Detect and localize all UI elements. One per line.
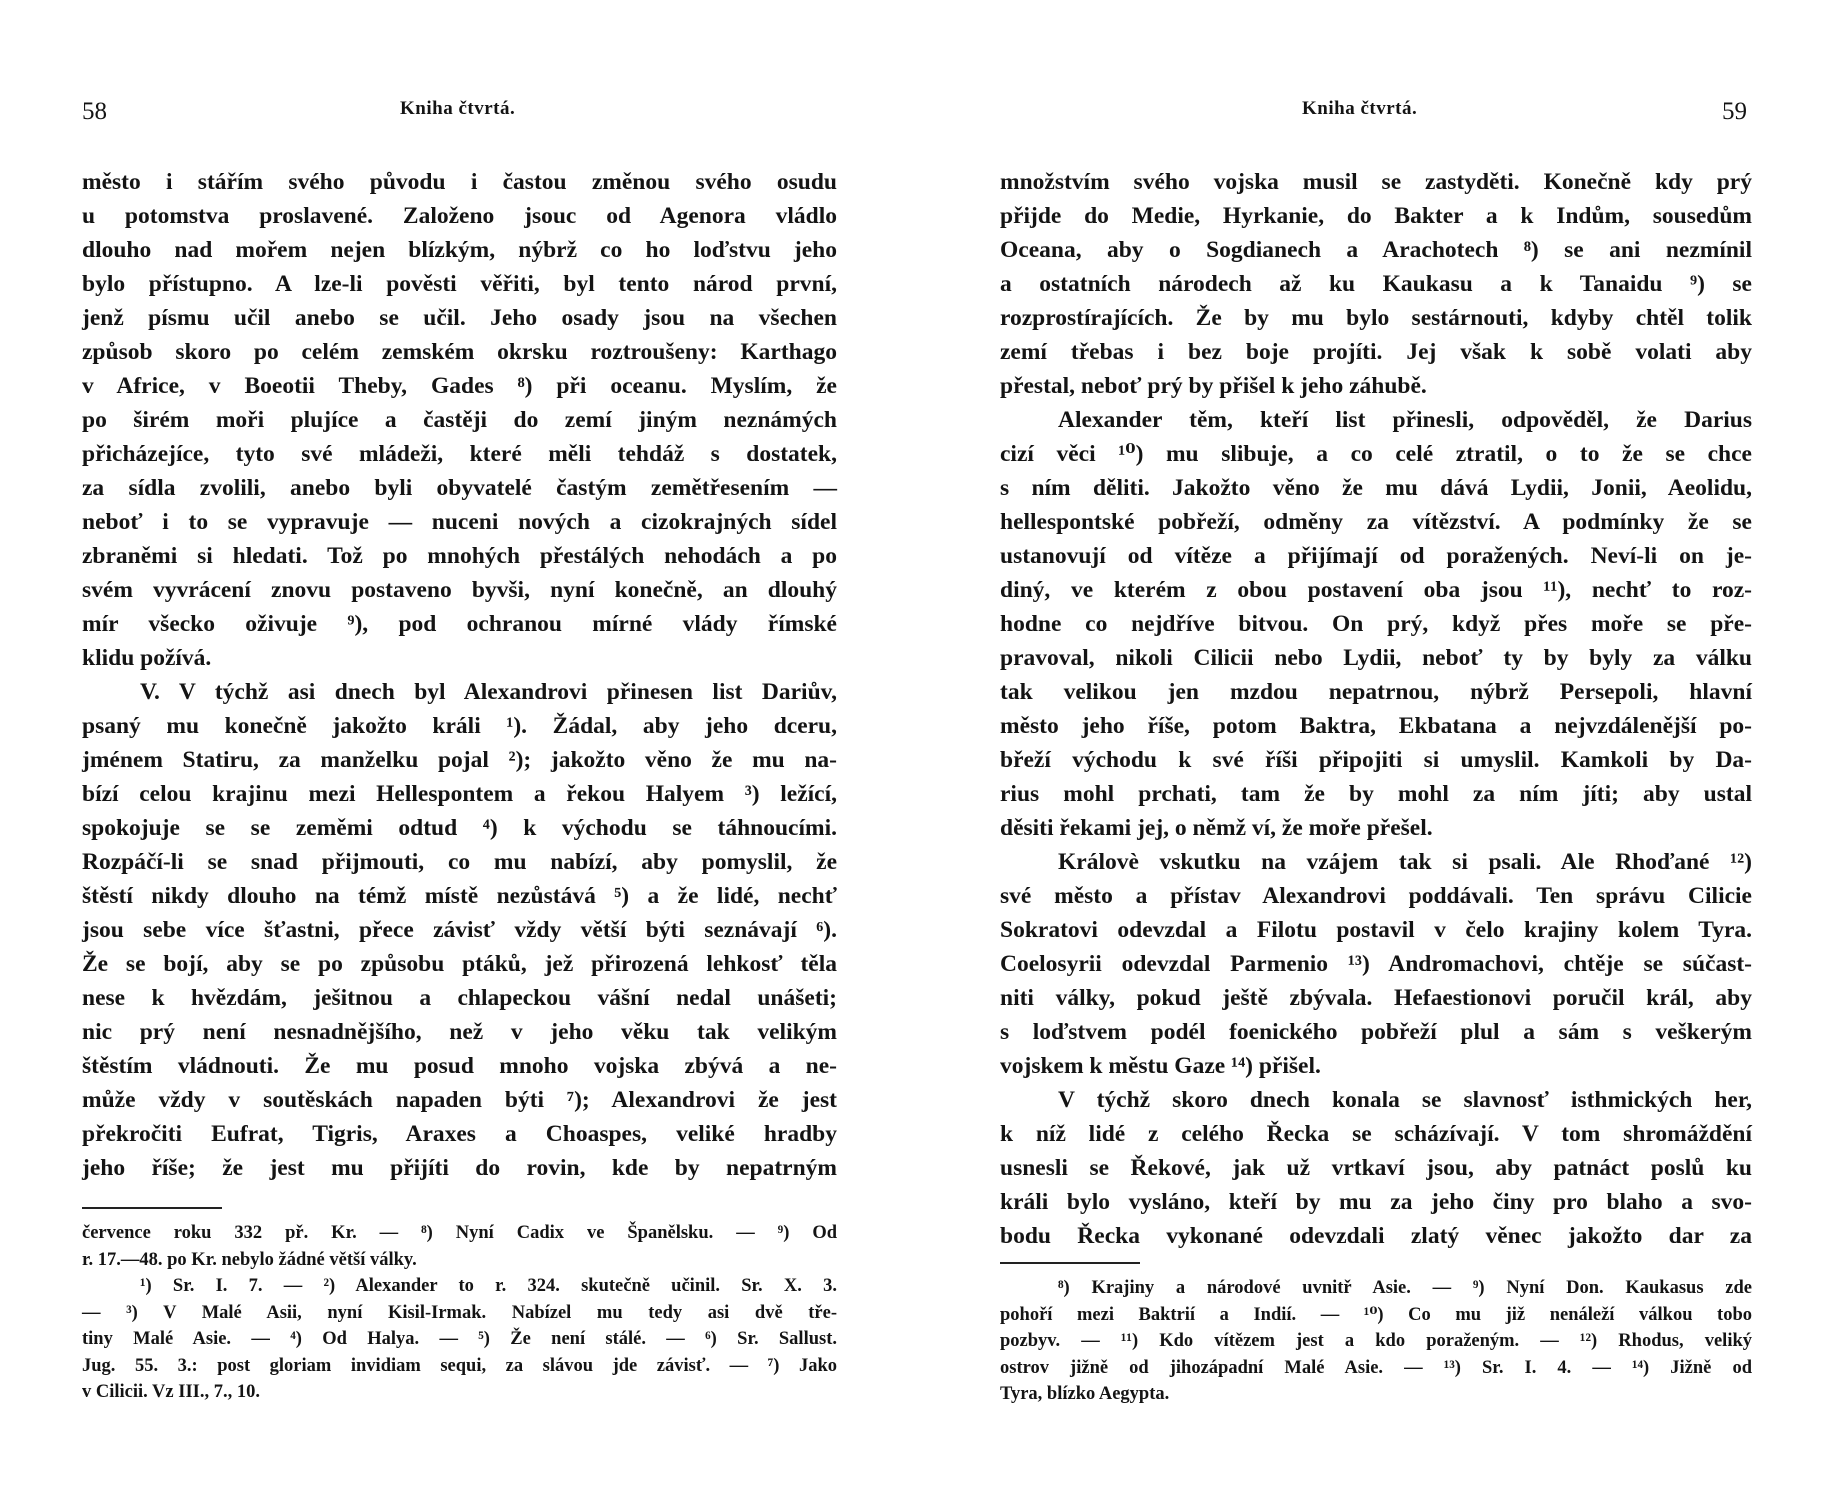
text-line: mír všecko oživuje ⁹), pod ochranou mírné vlády římské	[82, 611, 837, 637]
text-line: niti války, pokud ještě zbývala. Hefaestionovi poručil král, aby	[1000, 985, 1752, 1011]
text-line: klidu požívá.	[82, 645, 212, 671]
text-line: město jeho říše, potom Baktra, Ekbatana a nejvzdálenější po-	[1000, 713, 1752, 739]
text-line: Že se bojí, aby se po způsobu ptáků, jež přirozená lehkosť těla	[82, 951, 837, 977]
text-line: jeho říše; že jest mu přijíti do rovin, kde by nepatrným	[82, 1155, 837, 1181]
footnote-line: ⁸) Krajiny a národové uvnitř Asie. — ⁹) Nyní Don. Kaukasus zde	[1058, 1278, 1752, 1298]
text-line: za sídla zvolili, anebo byli obyvatelé častým zemětřesením —	[82, 475, 837, 501]
body-text	[1000, 165, 1752, 1253]
footnote-rule	[82, 1207, 222, 1209]
text-line: k níž lidé z celého Řecka se scházívají. V tom shromáždění	[1000, 1121, 1752, 1147]
text-line: svém vyvrácení znovu postaveno byvši, nyní konečně, an dlouhý	[82, 577, 837, 603]
text-line: způsob skoro po celém zemském okrsku roztroušeny: Karthago	[82, 339, 837, 365]
text-line: bízí celou krajinu mezi Hellespontem a řekou Halyem ³) ležící,	[82, 781, 837, 807]
right-page	[1000, 0, 1752, 1500]
text-line: Coelosyrii odevzdal Parmenio ¹³) Andromachovi, chtěje se súčast-	[1000, 951, 1752, 977]
footnote-line: Tyra, blízko Aegypta.	[1000, 1384, 1170, 1404]
footnote-line: tiny Malé Asie. — ⁴) Od Halya. — ⁵) Že není stálé. — ⁶) Sr. Sallust.	[82, 1329, 837, 1349]
text-line: V týchž skoro dnech konala se slavnosť isthmických her,	[1058, 1087, 1752, 1113]
text-line: může vždy v soutěskách napaden býti ⁷); Alexandrovi že jest	[82, 1087, 837, 1113]
text-line: štěstím vládnouti. Že mu posud mnoho vojska zbývá a ne-	[82, 1053, 837, 1079]
footnote-line: pozbyv. — ¹¹) Kdo vítězem jest a kdo poraženým. — ¹²) Rhodus, veliký	[1000, 1331, 1752, 1351]
text-line: jménem Statiru, za manželku pojal ²); jakožto věno že mu na-	[82, 747, 837, 773]
text-line: s ním děliti. Jakožto věno že mu dává Lydii, Jonii, Aeolidu,	[1000, 475, 1752, 501]
text-line: vojskem k městu Gaze ¹⁴) přišel.	[1000, 1053, 1321, 1079]
text-line: přicházejíce, tyto své mládeži, které měli tehdáž s dostatek,	[82, 441, 837, 467]
text-line: u potomstva proslavené. Založeno jsouc od Agenora vládlo	[82, 203, 837, 229]
footnote-line: ostrov jižně od jihozápadní Malé Asie. — ¹³) Sr. I. 4. — ¹⁴) Jižně od	[1000, 1357, 1752, 1378]
footnotes	[82, 1220, 837, 1406]
text-line: a ostatních národech až ku Kaukasu a k Tanaidu ⁹) se	[1000, 271, 1752, 297]
text-line: přijde do Medie, Hyrkanie, do Bakter a k Indům, sousedům	[1000, 203, 1752, 229]
text-line: děsiti řekami jej, o němž ví, že moře přešel.	[1000, 815, 1433, 841]
page-number: 59	[1722, 98, 1747, 125]
text-line: Sokratovi odevzdal a Filotu postavil v čelo krajiny kolem Tyra.	[1000, 917, 1752, 943]
footnotes	[1000, 1275, 1752, 1408]
text-line: usnesli se Řekové, jak už vrtkaví jsou, aby patnáct poslů ku	[1000, 1155, 1752, 1181]
text-line: zbraněmi si hledati. Tož po mnohých přestálých nehodách a po	[82, 543, 837, 569]
text-line: V. V týchž asi dnech byl Alexandrovi přinesen list Dariův,	[140, 679, 837, 705]
text-line: štěstí nikdy dlouho na témž místě nezůstává ⁵) a že lidé, nechť	[82, 883, 837, 909]
footnote-line: pohoří mezi Baktrií a Indií. — ¹⁰) Co mu již nenáleží válkou tobo	[1000, 1304, 1752, 1325]
text-line: cizí věci ¹⁰) mu slibuje, a co celé ztratil, o to že se chce	[1000, 441, 1752, 467]
text-line: po širém moři plujíce a častěji do zemí jiným neznámých	[82, 407, 837, 433]
text-line: Alexander těm, kteří list přinesli, odpověděl, že Darius	[1058, 407, 1752, 433]
text-line: přestal, neboť prý by přišel k jeho záhubě.	[1000, 373, 1427, 399]
text-line: pravoval, nikoli Cilicii nebo Lydii, neboť ty by byly za válku	[1000, 645, 1752, 671]
text-line: neboť i to se vypravuje — nuceni nových a cizokrajných sídel	[82, 509, 837, 535]
text-line: spokojuje se se zeměmi odtud ⁴) k východu se táhnoucími.	[82, 815, 837, 841]
text-line: Královè vskutku na vzájem tak si psali. Ale Rhoďané ¹²)	[1058, 849, 1752, 875]
text-line: s loďstvem podél foenického pobřeží plul a sám s veškerým	[1000, 1019, 1752, 1045]
text-line: rozprostírajících. Že by mu bylo sestárnouti, kdyby chtěl tolik	[1000, 305, 1752, 331]
running-head: Kniha čtvrtá.	[1302, 98, 1418, 119]
text-line: břeží východu k své říši připojiti si umyslil. Kamkoli by Da-	[1000, 747, 1752, 773]
text-line: nic prý není nesnadnějšího, než v jeho věku tak velikým	[82, 1019, 837, 1045]
text-line: zemí třebas i bez boje projíti. Jej však k sobě volati aby	[1000, 339, 1752, 365]
text-line: své město a přístav Alexandrovi poddávali. Ten správu Cilicie	[1000, 883, 1752, 909]
text-line: město i stářím svého původu i častou změnou svého osudu	[82, 169, 837, 195]
text-line: jsou sebe více šťastni, přece závisť vždy větší býti seznávají ⁶).	[82, 917, 837, 943]
footnote-line: r. 17.—48. po Kr. nebylo žádné větší války.	[82, 1249, 417, 1270]
text-line: rius mohl prchati, tam že by mohl za ním jíti; aby ustal	[1000, 781, 1752, 807]
text-line: v Africe, v Boeotii Theby, Gades ⁸) při oceanu. Myslím, že	[82, 373, 837, 399]
running-head: Kniha čtvrtá.	[400, 98, 516, 119]
text-line: hodne co nejdříve bitvou. On prý, když přes moře se pře-	[1000, 611, 1752, 637]
footnote-line: v Cilicii. Vz III., 7., 10.	[82, 1382, 260, 1402]
text-line: diný, ve kterém z obou postavení oba jsou ¹¹), nechť to roz-	[1000, 577, 1752, 603]
text-line: bodu Řecka vykonané odevzdali zlatý věnec jakožto dar za	[1000, 1223, 1752, 1249]
text-line: jenž písmu učil anebo se učil. Jeho osady jsou na všechen	[82, 305, 837, 331]
footnote-line: — ³) V Malé Asii, nyní Kisil-Irmak. Nabízel mu tedy asi dvě tře-	[82, 1302, 837, 1323]
text-line: nese k hvězdám, ješitnou a chlapeckou vášní nedal unášeti;	[82, 985, 837, 1011]
footnote-line: července roku 332 př. Kr. — ⁸) Nyní Cadix ve Španělsku. — ⁹) Od	[82, 1223, 837, 1243]
text-line: Rozpáčí-li se snad přijmouti, co mu nabízí, aby pomyslil, že	[82, 849, 837, 875]
footnote-line: Jug. 55. 3.: post gloriam invidiam sequi, za slávou jde závisť. — ⁷) Jako	[82, 1355, 837, 1376]
text-line: hellespontské pobřeží, odměny za vítězství. A podmínky že se	[1000, 509, 1752, 535]
footnote-line: ¹) Sr. I. 7. — ²) Alexander to r. 324. skutečně učinil. Sr. X. 3.	[140, 1276, 837, 1296]
text-line: množstvím svého vojska musil se zastyděti. Konečně kdy prý	[1000, 169, 1752, 195]
text-line: ustanovují od vítěze a přijímají od poražených. Neví-li on je-	[1000, 543, 1752, 569]
text-line: dlouho nad mořem nejen blízkým, nýbrž co ho loďstvu jeho	[82, 237, 837, 263]
text-line: králi bylo vysláno, kteří by mu za jeho činy pro blaho a svo-	[1000, 1189, 1752, 1215]
text-line: bylo přístupno. A lze-li pověsti věřiti, byl tento národ první,	[82, 271, 837, 297]
text-line: překročiti Eufrat, Tigris, Araxes a Choaspes, veliké hradby	[82, 1121, 837, 1147]
left-page	[82, 0, 837, 1500]
footnote-rule	[1000, 1262, 1140, 1264]
text-line: tak velikou jen mzdou nepatrnou, nýbrž Persepoli, hlavní	[1000, 679, 1752, 705]
page-number: 58	[82, 98, 107, 125]
text-line: psaný mu konečně jakožto králi ¹). Žádal, aby jeho dceru,	[82, 713, 837, 739]
body-text	[82, 165, 837, 1185]
text-line: Oceana, aby o Sogdianech a Arachotech ⁸) se ani nezmínil	[1000, 237, 1752, 263]
